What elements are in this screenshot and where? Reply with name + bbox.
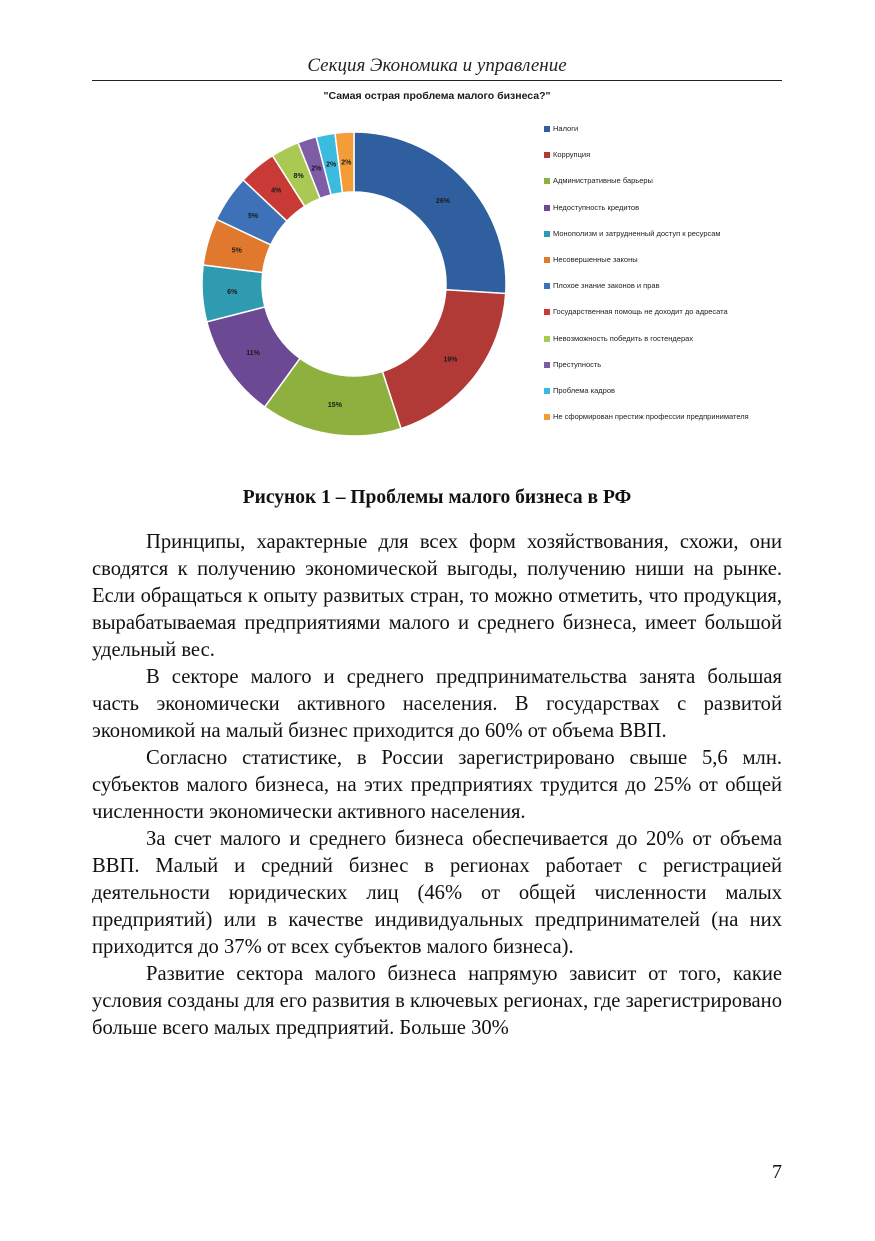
- legend-swatch: [544, 414, 550, 420]
- legend-label: Коррупция: [553, 150, 591, 160]
- legend-label: Налоги: [553, 124, 579, 133]
- legend-item-8: [544, 307, 780, 333]
- running-header: Секция Экономика и управление: [307, 55, 567, 76]
- legend-label: Плохое знание законов и прав: [553, 281, 660, 291]
- legend-swatch: [544, 283, 550, 289]
- legend-item-5: [544, 229, 780, 255]
- slice-label-12: 2%: [341, 159, 352, 167]
- slice-label-9: 8%: [293, 172, 304, 180]
- body-text: [92, 529, 782, 1042]
- legend-swatch: [544, 152, 550, 158]
- legend-label: Монополизм и затрудненный доступ к ресурсам: [553, 228, 721, 238]
- legend-swatch: [544, 257, 550, 263]
- slice-label-3: 15%: [327, 401, 342, 409]
- paragraph-3: Согласно статистике, в России зарегистрировано свыше 5,6 млн. субъектов малого бизнеса, на этих предприятиях трудится до 25% от общей численности экономически активного населения.: [92, 747, 782, 823]
- slice-label-11: 2%: [326, 161, 337, 169]
- legend-item-9: [544, 334, 780, 360]
- legend-swatch: [544, 336, 550, 342]
- legend-swatch: [544, 205, 550, 211]
- slice-label-8: 4%: [271, 187, 282, 195]
- legend-item-6: [544, 255, 780, 281]
- legend-label: Несовершенные законы: [553, 254, 638, 264]
- slice-label-6: 5%: [231, 247, 242, 255]
- figure-caption: Рисунок 1 – Проблемы малого бизнеса в РФ: [242, 487, 632, 508]
- legend-item-7: [544, 281, 780, 307]
- legend-label: Не сформирован престиж профессии предпринимателя: [553, 412, 749, 422]
- legend-item-10: [544, 360, 780, 386]
- figure-chart: [92, 84, 782, 449]
- legend-label: Преступность: [553, 359, 602, 369]
- legend-item-3: [544, 176, 780, 202]
- chart-title: "Самая острая проблема малого бизнеса?": [323, 90, 551, 102]
- legend-item-1: [544, 124, 780, 150]
- legend-swatch: [544, 309, 550, 315]
- paragraph-5: Развитие сектора малого бизнеса напрямую зависит от того, какие условия созданы для его развития в ключевых регионах, где зарегистрировано больше всего малых предприятий. Больше 30%: [92, 963, 782, 1039]
- chart-legend: [544, 124, 780, 438]
- legend-swatch: [544, 126, 550, 132]
- legend-label: Административные барьеры: [553, 176, 653, 186]
- slice-1: [354, 132, 506, 294]
- paragraph-2: В секторе малого и среднего предпринимательства занята большая часть экономически активного населения. В государствах с развитой экономикой на малый бизнес приходится до 60% от объема ВВП.: [92, 666, 782, 742]
- slice-label-5: 6%: [227, 289, 238, 297]
- slice-label-2: 19%: [443, 356, 458, 364]
- slice-label-1: 26%: [435, 197, 450, 205]
- paragraph-4: За счет малого и среднего бизнеса обеспечивается до 20% от объема ВВП. Малый и средний бизнес в регионах работает с регистрацией деятельности юридических лиц (46% от общей численности малых предприятий) или в качестве индивидуальных предпринимателей (на них приходится до 37% от всех субъектов малого бизнеса).: [92, 828, 782, 958]
- legend-swatch: [544, 178, 550, 184]
- legend-item-4: [544, 203, 780, 229]
- slice-label-10: 2%: [311, 165, 322, 173]
- slice-label-4: 11%: [246, 350, 260, 358]
- paragraph-1: Принципы, характерные для всех форм хозяйствования, схожи, они сводятся к получению экономической выгоды, получению ниши на рынке. Если обращаться к опыту развитых стран, то можно отметить, что продукция, вырабатываемая предприятиями малого и среднего бизнеса, имеет большой удельный вес.: [92, 531, 782, 661]
- legend-label: Проблема кадров: [553, 385, 615, 395]
- header-divider: [92, 80, 782, 81]
- legend-swatch: [544, 231, 550, 237]
- legend-label: Невозможность победить в гостендерах: [553, 333, 694, 343]
- legend-swatch: [544, 388, 550, 394]
- legend-label: Недоступность кредитов: [553, 202, 640, 212]
- legend-item-2: [544, 150, 780, 176]
- legend-item-12: [544, 412, 780, 438]
- legend-label: Государственная помощь не доходит до адресата: [553, 307, 728, 317]
- page-number: 7: [772, 1161, 782, 1183]
- legend-swatch: [544, 362, 550, 368]
- legend-item-11: [544, 386, 780, 412]
- slice-label-7: 5%: [248, 212, 259, 220]
